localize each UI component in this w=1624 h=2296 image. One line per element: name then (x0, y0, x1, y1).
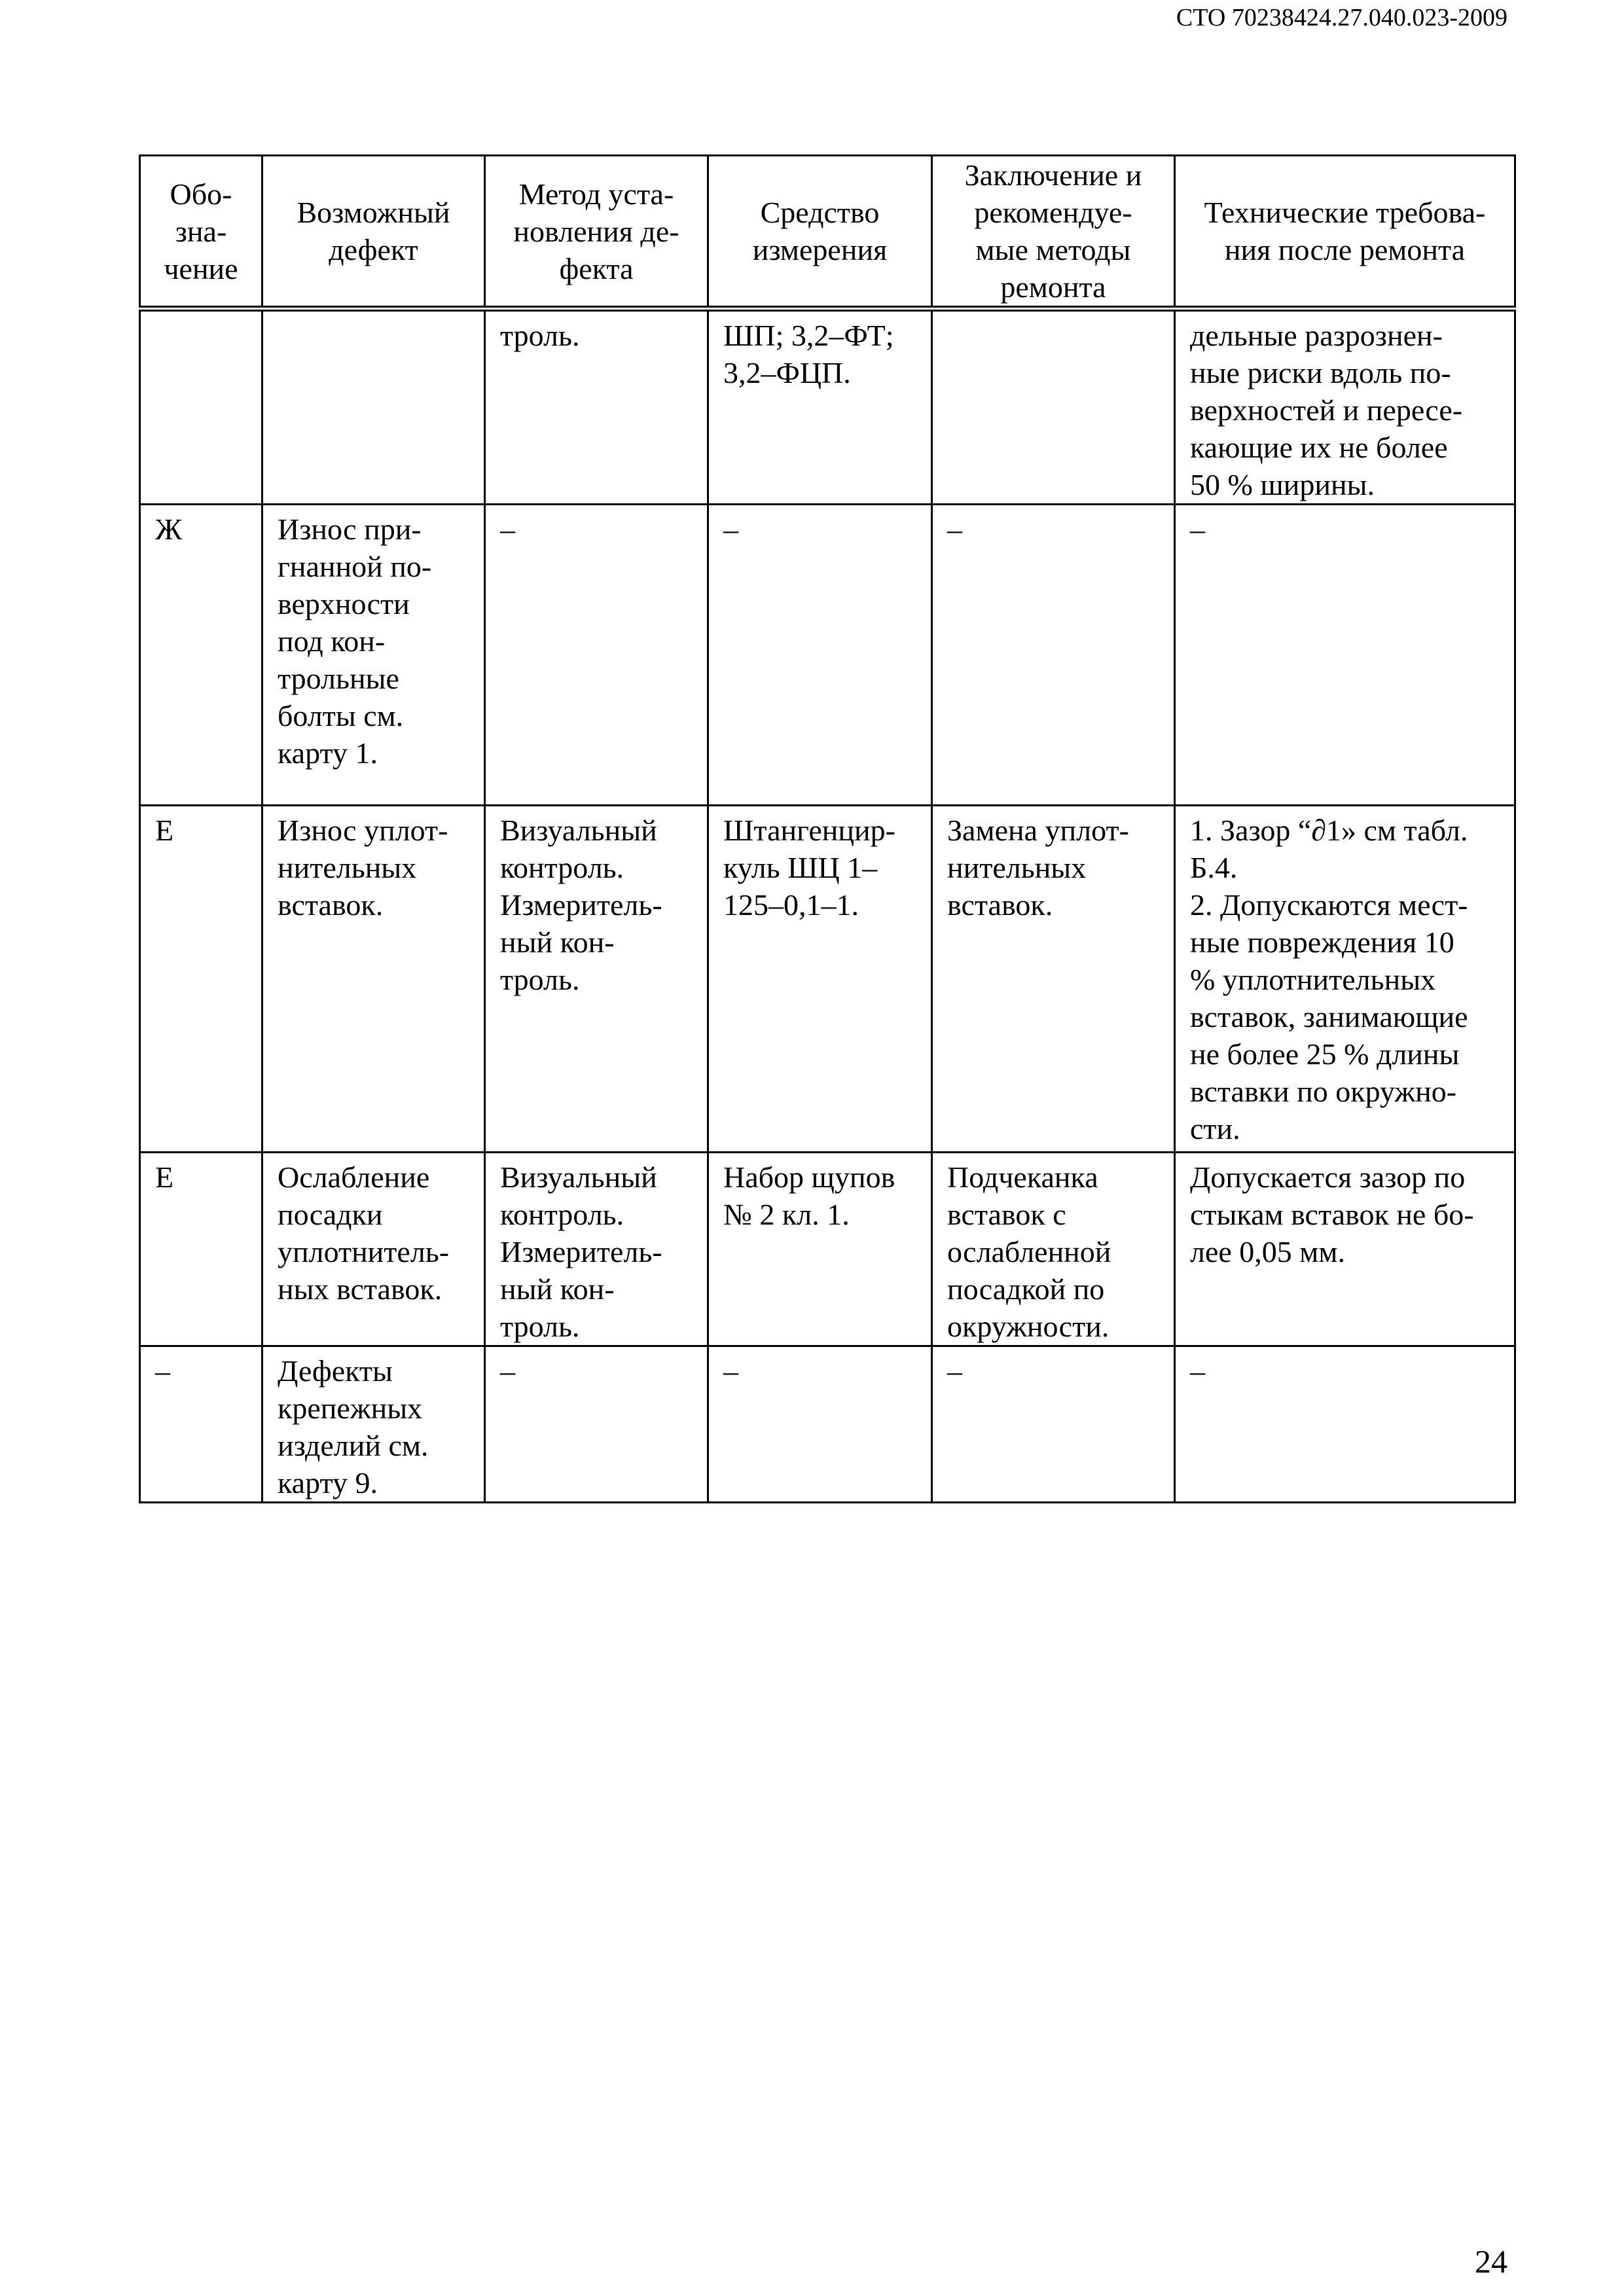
table-cell: – (932, 1346, 1175, 1503)
column-header-technical-requirements: Технические требова- ния после ремонта (1175, 156, 1515, 309)
page-number: 24 (1475, 2243, 1507, 2280)
table-cell: Визуальный контроль. Измеритель- ный кон- троль. (485, 1153, 708, 1346)
table-cell: Допускается зазор по стыкам вставок не бо- лее 0,05 мм. (1175, 1153, 1515, 1346)
column-header-measuring-tool: Средство измерения (708, 156, 932, 309)
table-cell: – (708, 1346, 932, 1503)
table-cell: троль. (485, 309, 708, 505)
table-cell: 1. Зазор “∂1» см табл. Б.4. 2. Допускаются мест- ные повреждения 10 % уплотнительных вставок, занимающие не более 25 % длины вставки по окружно- сти. (1175, 806, 1515, 1153)
table-cell (932, 309, 1175, 505)
table-cell: Износ уплот- нительных вставок. (262, 806, 485, 1153)
table-cell: – (485, 1346, 708, 1503)
table-row (140, 1153, 1515, 1346)
table-cell: Ослабление посадки уплотнитель- ных вставок. (262, 1153, 485, 1346)
column-header-repair-methods: Заключение и рекомендуе- мые методы ремонта (932, 156, 1175, 309)
table-cell: – (485, 505, 708, 806)
table-cell: Замена уплот- нительных вставок. (932, 806, 1175, 1153)
document-code: СТО 70238424.27.040.023-2009 (1176, 4, 1507, 31)
table-cell: Ж (140, 505, 262, 806)
table-cell: дельные разрознен- ные риски вдоль по- верхностей и пересе- кающие их не более 50 % ширины. (1175, 309, 1515, 505)
table-header-row (140, 156, 1515, 309)
table-cell: Е (140, 806, 262, 1153)
column-header-detection-method: Метод уста- новления де- фекта (485, 156, 708, 309)
defects-table (139, 154, 1516, 1503)
table-cell: Визуальный контроль. Измеритель- ный кон- троль. (485, 806, 708, 1153)
table-cell: ШП; 3,2–ФТ; 3,2–ФЦП. (708, 309, 932, 505)
column-header-designation: Обо- зна- чение (140, 156, 262, 309)
table-row (140, 505, 1515, 806)
table-cell: Подчеканка вставок с ослабленной посадкой по окружности. (932, 1153, 1175, 1346)
table-cell: Набор щупов № 2 кл. 1. (708, 1153, 932, 1346)
table-cell: Износ при- гнанной по- верхности под кон- трольные болты см. карту 1. (262, 505, 485, 806)
table-cell: – (1175, 1346, 1515, 1503)
table-row (140, 1346, 1515, 1503)
table-cell (262, 309, 485, 505)
table-cell: – (1175, 505, 1515, 806)
table-cell: Дефекты крепежных изделий см. карту 9. (262, 1346, 485, 1503)
table-row (140, 309, 1515, 505)
table-cell: – (140, 1346, 262, 1503)
table-cell: Е (140, 1153, 262, 1346)
table-cell: Штангенцир- куль ШЦ 1– 125–0,1–1. (708, 806, 932, 1153)
table-cell (140, 309, 262, 505)
table-cell: – (932, 505, 1175, 806)
table-cell: – (708, 505, 932, 806)
table-row (140, 806, 1515, 1153)
column-header-possible-defect: Возможный дефект (262, 156, 485, 309)
